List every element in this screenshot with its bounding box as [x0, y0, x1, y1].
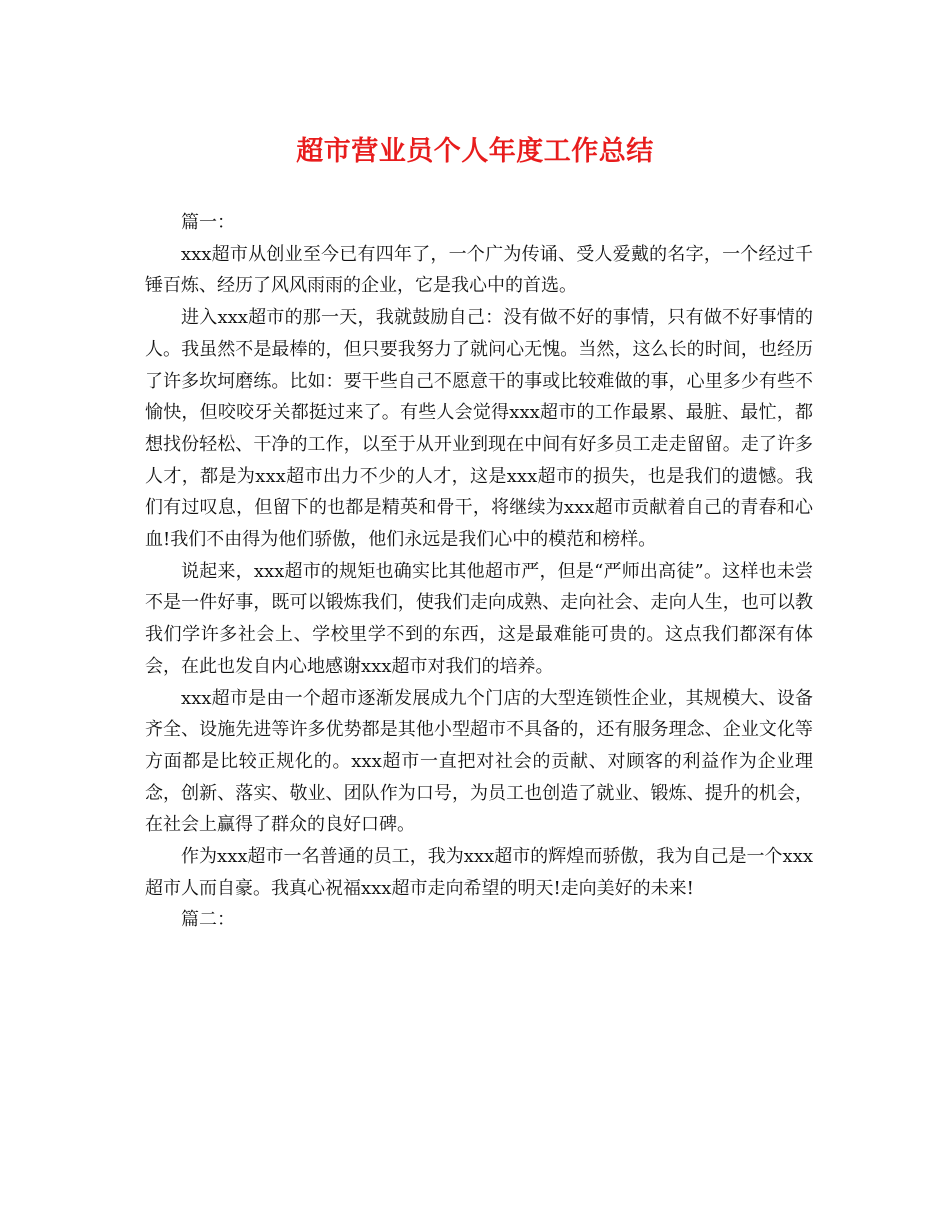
section-heading-1: 篇一：	[181, 212, 235, 233]
paragraph: xxx超市是由一个超市逐渐发展成九个门店的大型连锁性企业，其规模大、设备齐全、设施先进等许多优势都是其他小型超市不具备的，还有服务理念、企业文化等方面都是比较正规化的。xxx超市一直把对社会的贡献、对顾客的利益作为企业理念，创新、落实、敬业、团队作为口号，为员工也创造了就业、锻炼、提升的机会，在社会上赢得了群众的良好口碑。	[145, 687, 813, 836]
section-heading-2: 篇二：	[181, 909, 235, 931]
paragraph: 作为xxx超市一名普通的员工，我为xxx超市的辉煌而骄傲，我为自己是一个xxx超市人而自豪。我真心祝福xxx超市走向希望的明天!走向美好的未来!	[145, 846, 813, 899]
paragraph: xxx超市从创业至今已有四年了，一个广为传诵、受人爱戴的名字，一个经过千锤百炼、经历了风风雨雨的企业，它是我心中的首选。	[145, 243, 813, 297]
paragraph: 说起来，xxx超市的规矩也确实比其他超市严，但是“严师出高徒”。这样也未尝不是一件好事，既可以锻炼我们，使我们走向成熟、走向社会、走向人生，也可以教我们学许多社会上、学校里学不到的东西，这是最难能可贵的。这点我们都深有体会，在此也发自内心地感谢xxx超市对我们的培养。	[145, 560, 813, 677]
document-title: 超市营业员个人年度工作总结	[296, 136, 654, 167]
paragraph: 进入xxx超市的那一天，我就鼓励自己：没有做不好的事情，只有做不好事情的人。我虽然不是最棒的，但只要我努力了就问心无愧。当然，这么长的时间，也经历了许多坎坷磨练。比如：要干些自己不愿意干的事或比较难做的事，心里多少有些不愉快，但咬咬牙关都挺过来了。有些人会觉得xxx超市的工作最累、最脏、最忙，都想找份轻松、干净的工作，以至于从开业到现在中间有好多员工走走留留。走了许多人才，都是为xxx超市出力不少的人才，这是xxx超市的损失，也是我们的遗憾。我们有过叹息，但留下的也都是精英和骨干，将继续为xxx超市贡献着自己的青春和心血!我们不由得为他们骄傲，他们永远是我们心中的模范和榜样。	[145, 307, 813, 551]
document-body	[145, 207, 813, 936]
